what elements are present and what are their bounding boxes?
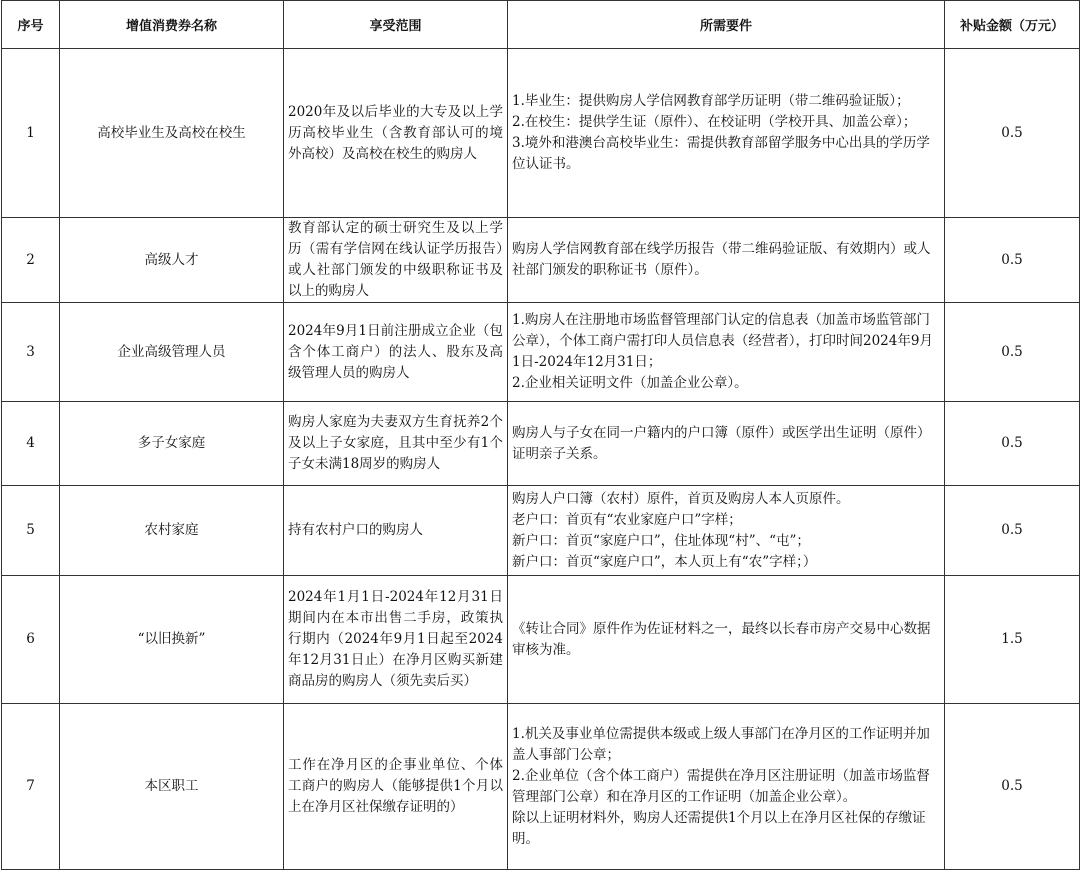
row-number: 6 xyxy=(2,576,60,704)
required-documents xyxy=(508,486,945,576)
table-row xyxy=(2,576,1080,704)
eligibility-scope: 教育部认定的硕士研究生及以上学历（需有学信网在线认证学历报告）或人社部门颁发的中级职称证书及以上的购房人 xyxy=(284,218,508,303)
row-number: 1 xyxy=(2,49,60,218)
subsidy-amount: 0.5 xyxy=(945,704,1080,870)
required-documents xyxy=(508,303,945,402)
required-documents xyxy=(508,402,945,486)
table-row xyxy=(2,704,1080,870)
required-documents xyxy=(508,576,945,704)
subsidy-table xyxy=(1,0,1080,870)
row-number: 4 xyxy=(2,402,60,486)
requirement-line: 2.企业相关证明文件（加盖企业公章）。 xyxy=(512,375,748,391)
voucher-name: “以旧换新” xyxy=(60,576,284,704)
required-documents xyxy=(508,218,945,303)
requirement-line: 1.毕业生：提供购房人学信网教育部学历证明（带二维码验证版）； xyxy=(512,93,910,109)
header-subsidy-amount: 补贴金额（万元） xyxy=(945,1,1080,49)
header-voucher-name: 增值消费券名称 xyxy=(60,1,284,49)
eligibility-scope: 2024年1月1日-2024年12月31日期间内在本市出售二手房，政策执行期内（2024年9月1日起至2024年12月31日止）在净月区购买新建商品房的购房人（须先卖后买） xyxy=(284,576,508,704)
requirement-line: 1.机关及事业单位需提供本级或上级人事部门在净月区的工作证明并加盖人事部门公章； xyxy=(512,725,930,763)
eligibility-scope: 工作在净月区的企事业单位、个体工商户的购房人（能够提供1个月以上在净月区社保缴存证明的） xyxy=(284,704,508,870)
requirement-line: 《转让合同》原件作为佐证材料之一，最终以长春市房产交易中心数据审核为准。 xyxy=(512,620,931,658)
required-documents xyxy=(508,49,945,218)
requirement-line: 购房人学信网教育部在线学历报告（带二维码验证版、有效期内）或人社部门颁发的职称证书（原件）。 xyxy=(512,241,931,278)
table-row xyxy=(2,486,1080,576)
subsidy-amount: 0.5 xyxy=(945,402,1080,486)
row-number: 2 xyxy=(2,218,60,303)
header-required-documents: 所需要件 xyxy=(508,1,945,49)
subsidy-amount: 0.5 xyxy=(945,49,1080,218)
requirement-line: 2.企业单位（含个体工商户）需提供在净月区注册证明（加盖市场监督管理部门公章）和在净月区的工作证明（加盖企业公章）。 xyxy=(512,767,930,805)
table-row xyxy=(2,49,1080,218)
row-number: 7 xyxy=(2,704,60,870)
required-documents xyxy=(508,704,945,870)
voucher-name: 高级人才 xyxy=(60,218,284,303)
voucher-name: 企业高级管理人员 xyxy=(60,303,284,402)
requirement-line: 3.境外和港澳台高校毕业生：需提供教育部留学服务中心出具的学历学位认证书。 xyxy=(512,135,930,172)
header-row xyxy=(2,1,1080,49)
voucher-name: 高校毕业生及高校在校生 xyxy=(60,49,284,218)
voucher-name: 本区职工 xyxy=(60,704,284,870)
eligibility-scope: 持有农村户口的购房人 xyxy=(284,486,508,576)
requirement-line: 新户口：首页“家庭户口”，住址体现“村”、“屯”； xyxy=(512,532,810,549)
requirement-line: 购房人与子女在同一户籍内的户口簿（原件）或医学出生证明（原件）证明亲子关系。 xyxy=(512,424,931,462)
eligibility-scope: 2020年及以后毕业的大专及以上学历高校毕业生（含教育部认可的境外高校）及高校在校生的购房人 xyxy=(284,49,508,218)
header-serial-number: 序号 xyxy=(2,1,60,49)
table-row xyxy=(2,303,1080,402)
eligibility-scope: 购房人家庭为夫妻双方生育抚养2个及以上子女家庭，且其中至少有1个子女未满18周岁的购房人 xyxy=(284,402,508,486)
requirement-line: 新户口：首页“家庭户口”，本人页上有“农”字样；） xyxy=(512,553,817,570)
eligibility-scope: 2024年9月1日前注册成立企业（包含个体工商户）的法人、股东及高级管理人员的购房人 xyxy=(284,303,508,402)
requirement-line: 除以上证明材料外，购房人还需提供1个月以上在净月区社保的存缴证明。 xyxy=(512,809,926,847)
subsidy-amount: 0.5 xyxy=(945,303,1080,402)
row-number: 5 xyxy=(2,486,60,576)
requirement-line: 老户口：首页有“农业家庭户口”字样； xyxy=(512,511,742,528)
row-number: 3 xyxy=(2,303,60,402)
subsidy-amount: 1.5 xyxy=(945,576,1080,704)
voucher-name: 农村家庭 xyxy=(60,486,284,576)
subsidy-amount: 0.5 xyxy=(945,486,1080,576)
table-row xyxy=(2,218,1080,303)
table-row xyxy=(2,402,1080,486)
requirement-line: 2.在校生：提供学生证（原件）、在校证明（学校开具、加盖公章）； xyxy=(512,114,917,130)
header-eligibility-scope: 享受范围 xyxy=(284,1,508,49)
subsidy-amount: 0.5 xyxy=(945,218,1080,303)
voucher-name: 多子女家庭 xyxy=(60,402,284,486)
requirement-line: 购房人户口簿（农村）原件，首页及购房人本人页原件。 xyxy=(512,490,850,507)
requirement-line: 1.购房人在注册地市场监督管理部门认定的信息表（加盖市场监管部门公章），个体工商户需打印人员信息表（经营者），打印时间2024年9月1日-2024年12月31日； xyxy=(512,312,933,370)
